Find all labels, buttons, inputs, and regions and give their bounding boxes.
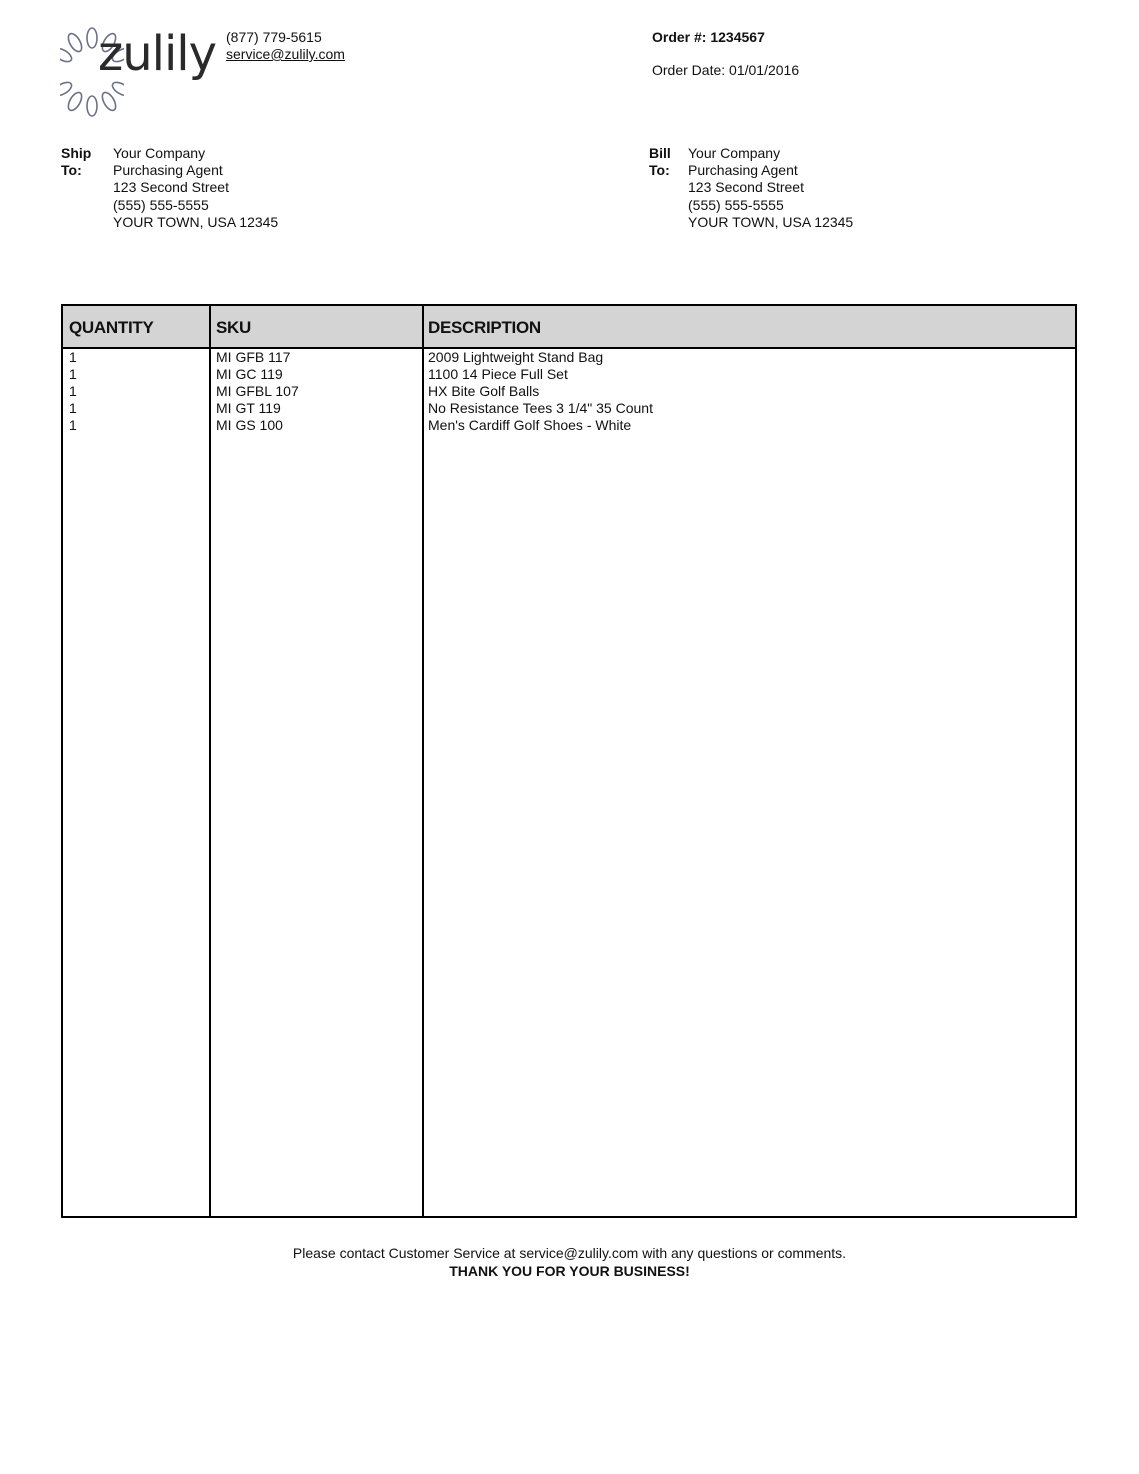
description-cell: Men's Cardiff Golf Shoes - White xyxy=(428,417,632,433)
quantity-cell: 1 xyxy=(69,383,77,399)
header-description: DESCRIPTION xyxy=(428,318,541,337)
order-number-label: Order #: xyxy=(652,29,707,45)
footer-contact-text: Please contact Customer Service at service@zulily.com with any questions or comments. xyxy=(292,1245,847,1261)
header-sku: SKU xyxy=(216,318,251,337)
column-divider xyxy=(209,306,211,1216)
description-cell: HX Bite Golf Balls xyxy=(428,383,540,399)
sku-cell: MI GFB 117 xyxy=(216,349,291,365)
ship-to-line: Your Company xyxy=(113,145,206,161)
bill-to-line: Your Company xyxy=(688,145,781,161)
column-divider xyxy=(422,306,424,1216)
description-cell: 2009 Lightweight Stand Bag xyxy=(428,349,604,365)
bill-to-label: Bill To: xyxy=(649,145,671,179)
ship-to-block xyxy=(61,145,278,231)
company-contact xyxy=(226,29,345,63)
quantity-cell: 1 xyxy=(69,400,77,416)
quantity-cell: 1 xyxy=(69,349,77,365)
description-cell: No Resistance Tees 3 1/4" 35 Count xyxy=(428,400,653,416)
sku-cell: MI GFBL 107 xyxy=(216,383,299,399)
ship-to-line: YOUR TOWN, USA 12345 xyxy=(113,213,279,230)
order-date-line xyxy=(652,62,799,78)
quantity-column xyxy=(69,349,77,434)
order-number-line xyxy=(652,29,799,45)
footer xyxy=(0,1244,1139,1280)
bill-to-line: 123 Second Street xyxy=(688,179,804,196)
order-date-label: Order Date: xyxy=(652,62,726,78)
bill-to-address xyxy=(688,145,853,231)
ship-to-label: Ship To: xyxy=(61,145,92,179)
ship-to-line: (555) 555-5555 xyxy=(113,196,209,213)
sku-column xyxy=(216,349,299,434)
quantity-cell: 1 xyxy=(69,366,77,382)
order-number-value: 1234567 xyxy=(710,29,765,45)
logo-wordmark: zulily xyxy=(98,26,217,82)
footer-thanks-text: THANK YOU FOR YOUR BUSINESS! xyxy=(449,1263,690,1279)
ship-to-line: Purchasing Agent xyxy=(113,162,223,179)
company-email-link[interactable]: service@zulily.com xyxy=(226,46,345,62)
bill-to-line: Purchasing Agent xyxy=(688,162,798,179)
ship-to-line: 123 Second Street xyxy=(113,179,229,196)
description-cell: 1100 14 Piece Full Set xyxy=(428,366,568,382)
items-table xyxy=(61,304,1077,1218)
ship-to-address xyxy=(113,145,278,231)
header-quantity: QUANTITY xyxy=(69,318,154,337)
table-header xyxy=(63,306,1075,349)
sku-cell: MI GT 119 xyxy=(216,400,281,416)
bill-to-block xyxy=(649,145,853,231)
bill-to-line: (555) 555-5555 xyxy=(688,196,784,213)
order-date-value: 01/01/2016 xyxy=(729,62,800,78)
bill-to-line: YOUR TOWN, USA 12345 xyxy=(688,213,854,230)
sku-cell: MI GS 100 xyxy=(216,417,283,433)
company-phone: (877) 779-5615 xyxy=(226,29,322,45)
order-info xyxy=(652,29,799,78)
description-column xyxy=(428,349,653,434)
sku-cell: MI GC 119 xyxy=(216,366,283,382)
zulily-logo xyxy=(60,26,216,118)
quantity-cell: 1 xyxy=(69,417,77,433)
